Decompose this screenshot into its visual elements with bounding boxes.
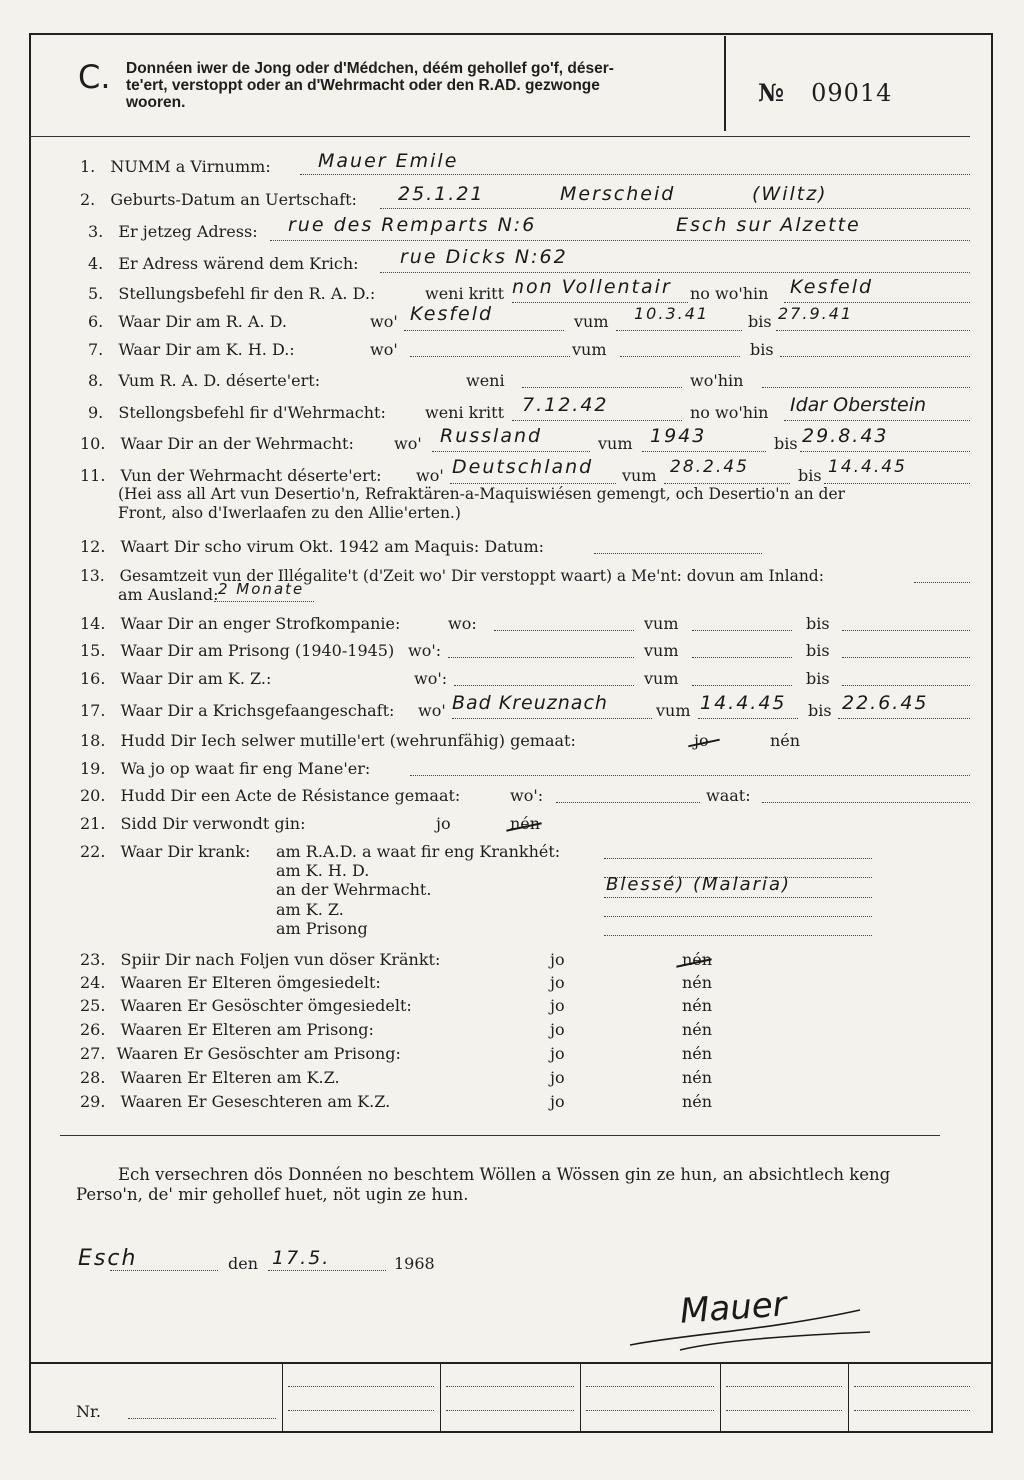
q9-line1 <box>512 420 682 421</box>
q22-line1 <box>604 858 872 859</box>
q20-line2 <box>762 802 970 803</box>
q27-label: Waaren Er Gesöschter am Prisong: <box>116 1044 401 1063</box>
q16-row <box>80 669 271 689</box>
q11-line3 <box>824 483 970 484</box>
q12-label: Waart Dir scho virum Okt. 1942 am Maquis: Datum: <box>120 537 545 556</box>
q3-street: rue des Remparts N:6 <box>288 214 537 236</box>
q8-weni: weni <box>466 371 505 390</box>
q24-row <box>80 973 381 993</box>
signature-year: 1968 <box>394 1254 435 1273</box>
q10-line1 <box>432 451 590 452</box>
q6-row <box>88 312 287 332</box>
q3-number: 3. <box>88 222 104 241</box>
q13-label2: am Ausland: <box>118 585 219 604</box>
office-col-5 <box>848 1362 849 1432</box>
q11-label: Vun der Wehrmacht déserte'ert: <box>120 466 382 485</box>
form-number-value: 09014 <box>811 79 893 107</box>
q15-line3 <box>842 657 970 658</box>
q2-label: Geburts-Datum an Uertschaft: <box>110 190 357 209</box>
q4-line <box>380 272 970 273</box>
q22-line4 <box>604 916 872 917</box>
q25-label: Waaren Er Gesöschter ömgesiedelt: <box>120 996 412 1015</box>
q13-row <box>80 566 824 586</box>
header-title-line2: te'ert, verstoppt oder an d'Wehrmacht oder den R.AD. gezwonge <box>126 77 600 94</box>
q10-vum: vum <box>598 434 633 453</box>
q5-line1 <box>512 302 688 303</box>
q11-wo: wo' <box>416 466 444 485</box>
q29-label: Waaren Er Geseschteren am K.Z. <box>120 1092 391 1111</box>
office-dots-5b <box>854 1410 970 1411</box>
q11-bis: bis <box>798 466 822 485</box>
q7-line1 <box>410 356 570 357</box>
q14-line3 <box>842 630 970 631</box>
q11-vum-answer: 28.2.45 <box>670 457 749 477</box>
q10-wo: wo' <box>394 434 422 453</box>
q15-line2 <box>692 657 792 658</box>
q9-label: Stellongsbefehl fir d'Wehrmacht: <box>118 403 386 422</box>
q6-wo: wo' <box>370 312 398 331</box>
q22-label: Waar Dir krank: <box>120 842 251 861</box>
q15-wo: wo': <box>408 641 442 660</box>
q9-answer: 7.12.42 <box>522 394 609 416</box>
q24-label: Waaren Er Elteren ömgesiedelt: <box>120 973 381 992</box>
q21-row <box>80 814 305 834</box>
declaration-line2: Perso'n, de' mir gehollef huet, nöt ugin ze hun. <box>76 1185 469 1204</box>
q1-line <box>300 174 970 175</box>
office-dots-3a <box>586 1386 714 1387</box>
office-col-2 <box>440 1362 441 1432</box>
q11-wo-answer: Deutschland <box>452 456 594 478</box>
signature-place: Esch <box>78 1246 138 1271</box>
q12-number: 12. <box>80 537 106 556</box>
q28-row <box>80 1068 340 1088</box>
q17-vum: vum <box>656 701 691 720</box>
q19-number: 19. <box>80 759 106 778</box>
q22-row <box>80 842 250 862</box>
header-title <box>126 60 716 111</box>
office-dots-2b <box>446 1410 574 1411</box>
declaration-line1: Ech versechren dös Donnéen no beschtem Wöllen a Wössen gin ze hun, an absichtlech keng <box>118 1165 891 1184</box>
q8-label: Vum R. A. D. déserte'ert: <box>118 371 321 390</box>
office-dots-4b <box>726 1410 842 1411</box>
signature-date: 17.5. <box>272 1247 331 1269</box>
q2-date: 25.1.21 <box>398 183 485 205</box>
q3-row <box>88 222 258 242</box>
q12-line <box>594 553 762 554</box>
q13-line1 <box>914 582 970 583</box>
q9-row <box>88 403 386 423</box>
signature: Mauer <box>678 1284 788 1332</box>
q8-number: 8. <box>88 371 104 390</box>
q17-line3 <box>838 718 970 719</box>
q26-jo: jo <box>550 1020 565 1039</box>
q6-number: 6. <box>88 312 104 331</box>
q26-number: 26. <box>80 1020 106 1039</box>
q23-nen: nén <box>682 950 713 969</box>
q27-jo: jo <box>550 1044 565 1063</box>
q6-label: Waar Dir am R. A. D. <box>118 312 287 331</box>
q21-label: Sidd Dir verwondt gin: <box>120 814 306 833</box>
office-dots-5a <box>854 1386 970 1387</box>
q6-vum-answer: 10.3.41 <box>634 304 710 323</box>
q22-sub5: am Prisong <box>276 919 368 938</box>
q16-bis: bis <box>806 669 830 688</box>
q20-line1 <box>556 802 700 803</box>
office-dots-2a <box>446 1386 574 1387</box>
q5-label: Stellungsbefehl fir den R. A. D.: <box>118 284 376 303</box>
q29-row <box>80 1092 390 1112</box>
q20-wo: wo': <box>510 786 544 805</box>
form-number-label: № <box>758 78 786 107</box>
q17-row <box>80 701 394 721</box>
q15-bis: bis <box>806 641 830 660</box>
q29-number: 29. <box>80 1092 106 1111</box>
q10-row <box>80 434 354 454</box>
q10-label: Waar Dir an der Wehrmacht: <box>120 434 354 453</box>
q17-bis-answer: 22.6.45 <box>842 692 929 714</box>
q14-line1 <box>494 630 634 631</box>
q16-number: 16. <box>80 669 106 688</box>
q7-vum: vum <box>572 340 607 359</box>
office-dots-1a <box>288 1386 434 1387</box>
q4-number: 4. <box>88 254 104 273</box>
office-col-4 <box>720 1362 721 1432</box>
place-line <box>110 1270 218 1271</box>
q11-line2 <box>664 483 790 484</box>
q14-vum: vum <box>644 614 679 633</box>
nr-label: Nr. <box>76 1402 101 1421</box>
q25-nen: nén <box>682 996 713 1015</box>
q7-label: Waar Dir am K. H. D.: <box>118 340 295 359</box>
q7-line2 <box>620 356 740 357</box>
q20-row <box>80 786 460 806</box>
q4-row <box>88 254 359 274</box>
q28-nen: nén <box>682 1068 713 1087</box>
q11-note-line2: Front, also d'Iwerlaafen zu den Allie'erten.) <box>118 504 461 522</box>
q5-weni: weni kritt <box>425 284 504 303</box>
declaration-separator <box>60 1135 940 1136</box>
q22-sub2: am K. H. D. <box>276 861 370 880</box>
q14-line2 <box>692 630 792 631</box>
q13-line2 <box>214 601 314 602</box>
q20-number: 20. <box>80 786 106 805</box>
q23-jo: jo <box>550 950 565 969</box>
q18-label: Hudd Dir Iech selwer mutille'ert (wehrunfähig) gemaat: <box>120 731 576 750</box>
header-title-line1: Donnéen iwer de Jong oder d'Médchen, déém gehollef go'f, déser- <box>126 60 614 77</box>
q22-answer: Blessé) (Malaria) <box>606 874 792 895</box>
q11-line1 <box>450 483 616 484</box>
q6-bis: bis <box>748 312 772 331</box>
q20-label: Hudd Dir een Acte de Résistance gemaat: <box>120 786 461 805</box>
q5-answer: non Vollentair <box>512 276 672 298</box>
q8-wohin: wo'hin <box>690 371 744 390</box>
q7-line3 <box>780 356 970 357</box>
q11-row <box>80 466 382 486</box>
q17-wo-answer: Bad Kreuznach <box>452 692 608 714</box>
q11-note-line1: (Hei ass all Art vun Desertio'n, Refraktären-a-Maquiswiésen gemengt, och Desertio'n an der <box>118 485 846 503</box>
q3-line <box>270 240 970 241</box>
form-number <box>758 78 892 107</box>
q24-number: 24. <box>80 973 106 992</box>
office-col-1 <box>282 1362 283 1432</box>
q8-line1 <box>522 387 682 388</box>
q13-label: Gesamtzeit vun der Illégalite't (d'Zeit wo' Dir verstoppt waart) a Me'nt: dovun am Inland: <box>119 567 824 585</box>
office-col-3 <box>580 1362 581 1432</box>
header-title-line3: wooren. <box>126 94 186 111</box>
q14-number: 14. <box>80 614 106 633</box>
q8-line2 <box>762 387 970 388</box>
signature-flourish-icon <box>620 1290 880 1360</box>
q1-row <box>80 157 271 177</box>
q16-wo: wo': <box>414 669 448 688</box>
q17-line1 <box>452 718 652 719</box>
q23-row <box>80 950 440 970</box>
q27-nen: nén <box>682 1044 713 1063</box>
office-dots-1b <box>288 1410 434 1411</box>
q11-bis-answer: 14.4.45 <box>828 457 907 477</box>
q17-label: Waar Dir a Krichsgefaangeschaft: <box>120 701 395 720</box>
q16-line2 <box>692 685 792 686</box>
q1-answer: Mauer Emile <box>318 150 459 172</box>
q6-line3 <box>776 330 970 331</box>
q17-line2 <box>698 718 798 719</box>
q6-line2 <box>616 330 742 331</box>
q12-row <box>80 537 544 557</box>
q1-label: NUMM a Virnumm: <box>110 157 271 176</box>
q7-bis: bis <box>750 340 774 359</box>
section-letter: C. <box>78 58 111 96</box>
q10-line2 <box>642 451 766 452</box>
q26-row <box>80 1020 374 1040</box>
q24-nen: nén <box>682 973 713 992</box>
q14-row <box>80 614 400 634</box>
q25-row <box>80 996 412 1016</box>
q4-answer: rue Dicks N:62 <box>400 246 568 268</box>
q17-vum-answer: 14.4.45 <box>700 692 787 714</box>
q21-nen: nén <box>510 814 541 833</box>
q5-wohin: no wo'hin <box>690 284 769 303</box>
q27-number: 27. <box>80 1044 106 1063</box>
q23-number: 23. <box>80 950 106 969</box>
q22-line5 <box>604 935 872 936</box>
q15-number: 15. <box>80 641 106 660</box>
q18-nen: nén <box>770 731 801 750</box>
q15-label: Waar Dir am Prisong (1940-1945) <box>120 641 395 660</box>
nr-line <box>128 1418 276 1419</box>
q21-jo: jo <box>436 814 451 833</box>
q15-line1 <box>448 657 634 658</box>
q26-label: Waaren Er Elteren am Prisong: <box>120 1020 374 1039</box>
q8-row <box>88 371 320 391</box>
q14-wo: wo: <box>448 614 477 633</box>
q7-row <box>88 340 295 360</box>
q2-row <box>80 190 357 210</box>
q10-wo-answer: Russland <box>440 425 543 447</box>
office-use-box <box>31 1362 991 1364</box>
q22-sub4: am K. Z. <box>276 900 344 919</box>
q2-place: Merscheid <box>560 183 676 205</box>
q26-nen: nén <box>682 1020 713 1039</box>
q9-wohin-answer: Idar Oberstein <box>790 394 927 416</box>
q9-wohin: no wo'hin <box>690 403 769 422</box>
q18-number: 18. <box>80 731 106 750</box>
q28-label: Waaren Er Elteren am K.Z. <box>120 1068 340 1087</box>
q2-region: (Wiltz) <box>752 183 828 205</box>
q15-vum: vum <box>644 641 679 660</box>
q2-number: 2. <box>80 190 96 209</box>
q14-label: Waar Dir an enger Strofkompanie: <box>120 614 401 633</box>
q10-number: 10. <box>80 434 106 453</box>
q28-jo: jo <box>550 1068 565 1087</box>
q25-jo: jo <box>550 996 565 1015</box>
q2-line <box>380 208 970 209</box>
q24-jo: jo <box>550 973 565 992</box>
q10-line3 <box>800 451 970 452</box>
q18-row <box>80 731 576 751</box>
q19-line <box>410 775 970 776</box>
q6-wo-answer: Kesfeld <box>410 303 494 325</box>
q7-wo: wo' <box>370 340 398 359</box>
q5-row <box>88 284 375 304</box>
q16-line1 <box>454 685 634 686</box>
q16-vum: vum <box>644 669 679 688</box>
q9-weni: weni kritt <box>425 403 504 422</box>
q22-sub1: am R.A.D. a waat fir eng Krankhét: <box>276 842 561 861</box>
q7-number: 7. <box>88 340 104 359</box>
q20-waat: waat: <box>706 786 751 805</box>
q5-number: 5. <box>88 284 104 303</box>
q19-label: Wa jo op waat fir eng Mane'er: <box>120 759 371 778</box>
q10-vum-answer: 1943 <box>650 425 707 447</box>
q9-number: 9. <box>88 403 104 422</box>
q23-label: Spiir Dir nach Foljen vun döser Kränkt: <box>120 950 441 969</box>
q5-line2 <box>784 302 970 303</box>
q27-row <box>80 1044 401 1064</box>
q25-number: 25. <box>80 996 106 1015</box>
q22-sub3: an der Wehrmacht. <box>276 880 432 899</box>
q9-line2 <box>784 420 970 421</box>
office-dots-3b <box>586 1410 714 1411</box>
q3-city: Esch sur Alzette <box>676 214 861 236</box>
header-separator <box>29 136 970 137</box>
q19-row <box>80 759 370 779</box>
q11-vum: vum <box>622 466 657 485</box>
q16-label: Waar Dir am K. Z.: <box>120 669 272 688</box>
q13-number: 13. <box>80 567 105 585</box>
q5-wohin-answer: Kesfeld <box>790 276 874 298</box>
header-divider <box>724 36 726 131</box>
q17-bis: bis <box>808 701 832 720</box>
q18-jo: jo <box>694 731 709 750</box>
q14-bis: bis <box>806 614 830 633</box>
q6-line1 <box>404 330 564 331</box>
q28-number: 28. <box>80 1068 106 1087</box>
q17-wo: wo' <box>418 701 446 720</box>
q29-nen: nén <box>682 1092 713 1111</box>
q10-bis-answer: 29.8.43 <box>802 425 889 447</box>
date-line <box>268 1270 386 1271</box>
q29-jo: jo <box>550 1092 565 1111</box>
q22-number: 22. <box>80 842 106 861</box>
q4-label: Er Adress wärend dem Krich: <box>118 254 359 273</box>
q11-number: 11. <box>80 466 106 485</box>
q22-line3 <box>604 897 872 898</box>
q1-number: 1. <box>80 157 96 176</box>
office-dots-4a <box>726 1386 842 1387</box>
q21-number: 21. <box>80 814 106 833</box>
q16-line3 <box>842 685 970 686</box>
q10-bis: bis <box>774 434 798 453</box>
q6-vum: vum <box>574 312 609 331</box>
den-label: den <box>228 1254 259 1273</box>
q6-bis-answer: 27.9.41 <box>778 304 854 323</box>
q13-answer: 2 Monate <box>218 580 305 598</box>
q17-number: 17. <box>80 701 106 720</box>
q3-label: Er jetzeg Adress: <box>118 222 258 241</box>
q15-row <box>80 641 394 661</box>
